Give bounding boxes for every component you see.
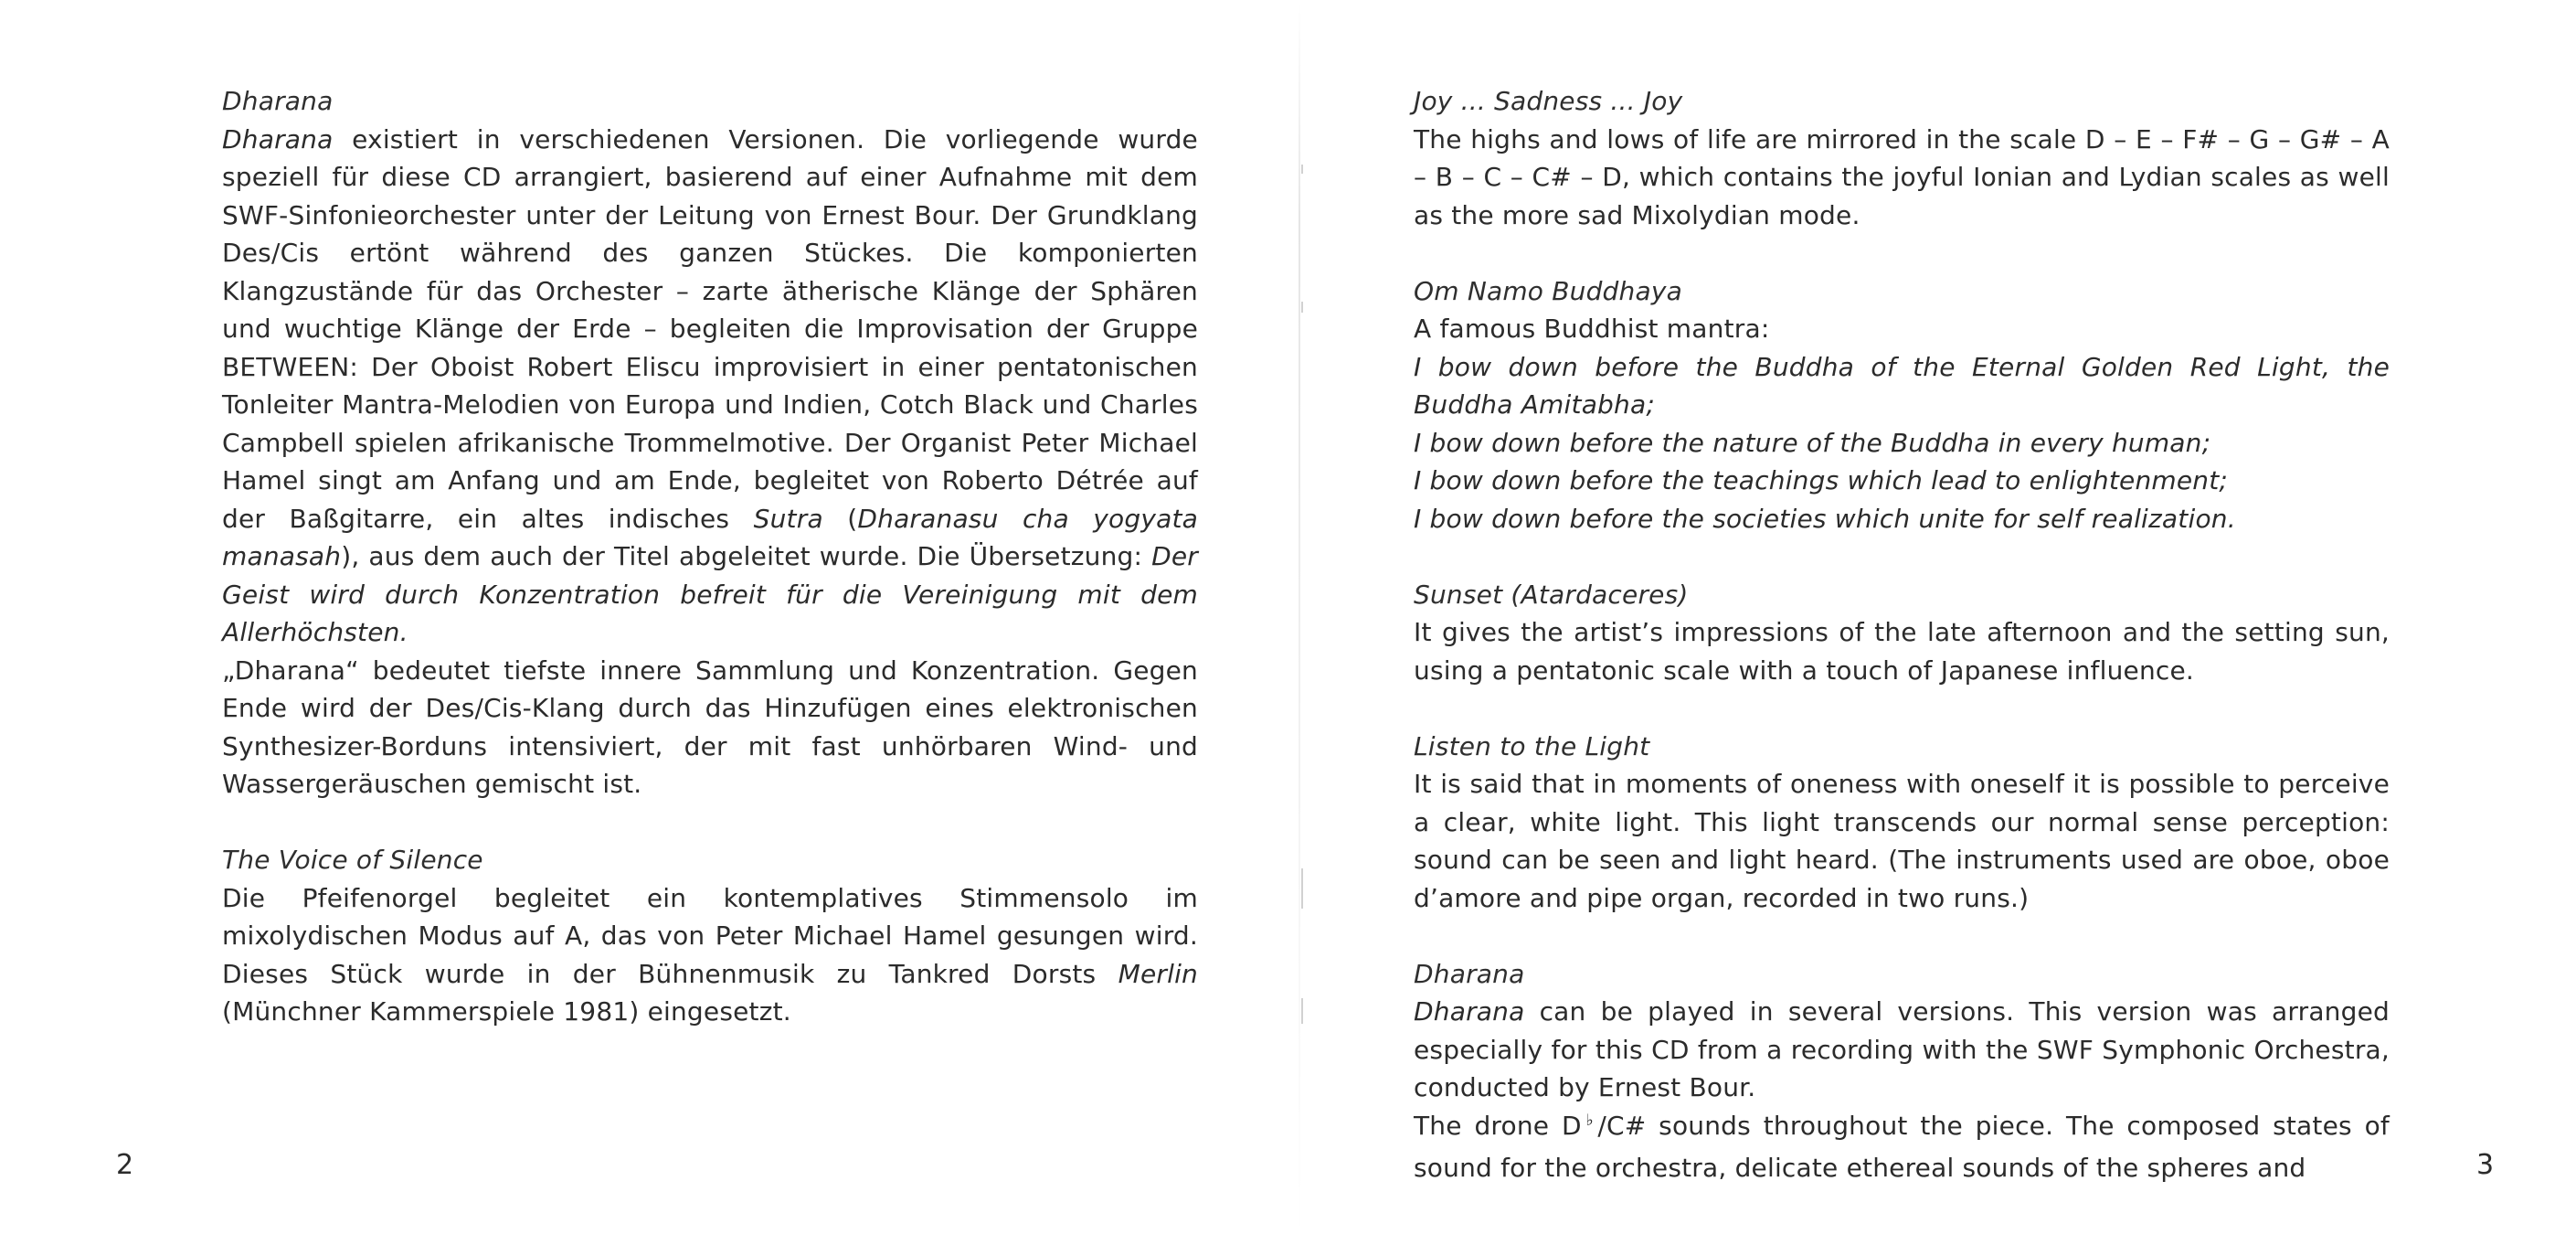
mantra-line: I bow down before the nature of the Buddha in every human; (1414, 427, 2211, 458)
mantra-line: I bow down before the Buddha of the Eternal Golden Red Light, the Buddha Amitabha; (1414, 351, 2390, 420)
paragraph: It gives the artist’s impressions of the late afternoon and the setting sun, using a pentatonic scale with a touch of Japanese influence. (1414, 617, 2390, 686)
left-page-text (222, 82, 1198, 1031)
section-title: Joy ... Sadness ... Joy (1414, 86, 1683, 116)
italic-term: Dharana (1414, 996, 1525, 1027)
paragraph-text: /C# sounds throughout the piece. The composed states of sound for the orchestra, delicate ethereal sounds of the spheres and (1414, 1110, 2390, 1183)
mantra-line: I bow down before the societies which unite for self realization. (1414, 503, 2236, 534)
page-gutter (1299, 0, 1300, 1245)
paragraph (222, 879, 1198, 1031)
paragraph (222, 121, 1198, 652)
paragraph: „Dharana“ bedeutet tiefste innere Sammlung und Konzentration. Gegen Ende wird der Des/Cis-Klang durch das Hinzufügen eines elektronischen Synthesizer-Borduns intensiviert, der mit fast unhörbaren Wind- und Wassergeräuschen gemischt ist. (222, 654, 1198, 799)
italic-term: Merlin (1118, 958, 1198, 989)
section-title: Om Namo Buddhaya (1414, 275, 1682, 306)
paragraph-text: Die Pfeifenorgel begleitet ein kontemplatives Stimmensolo im mixolydischen Modus auf A, das von Peter Michael Hamel gesungen wird. Dieses Stück wurde in der Bühnenmusik zu Tankred Dorsts (222, 882, 1198, 989)
section-title: Dharana (1414, 958, 1525, 989)
gutter-mark (1301, 868, 1303, 909)
paragraph (1414, 993, 2390, 1107)
paragraph-text: The drone D (1414, 1110, 1582, 1141)
section-title: Listen to the Light (1414, 730, 1650, 761)
section-sunset (1414, 576, 2390, 690)
paragraph: It is said that in moments of oneness with oneself it is possible to perceive a clear, white light. This light transcends our normal sense perception: sound can be seen and light heard. (The instruments used are oboe, oboe d’amore and pipe organ, recorded in two runs.) (1414, 769, 2390, 913)
section-dharana-en (1414, 955, 2390, 1187)
section-title: Dharana (222, 86, 334, 116)
section-joy-sadness-joy (1414, 82, 2390, 234)
section-listen-to-the-light (1414, 728, 2390, 918)
mantra-line: I bow down before the teachings which lead to enlightenment; (1414, 465, 2229, 495)
section-dharana-de (222, 82, 1198, 803)
gutter-mark (1301, 165, 1303, 174)
page-number-right: 3 (2476, 1149, 2495, 1181)
section-voice-of-silence (222, 841, 1198, 1031)
italic-term: Dharana (222, 123, 334, 154)
paragraph-text: ( (822, 503, 858, 534)
section-title: The Voice of Silence (222, 845, 483, 875)
right-page-text (1414, 82, 2390, 1187)
section-om-namo-buddhaya (1414, 272, 2390, 538)
section-title: Sunset (Atardaceres) (1414, 579, 1689, 610)
page-number-left: 2 (116, 1149, 134, 1181)
flat-sign: ♭ (1581, 1111, 1598, 1130)
italic-translation: Der Geist wird durch Konzentration befreit für die Vereinigung mit dem Allerhöchsten. (222, 541, 1198, 647)
gutter-mark (1301, 302, 1303, 313)
paragraph (1414, 1107, 2390, 1187)
paragraph: The highs and lows of life are mirrored in the scale D – E – F# – G – G# – A – B – C – C# – D, which contains the joyful Ionian and Lydian scales as well as the more sad Mixolydian mode. (1414, 123, 2390, 230)
paragraph-text: (Münchner Kammerspiele 1981) eingesetzt. (222, 996, 791, 1027)
paragraph: A famous Buddhist mantra: (1414, 314, 1770, 344)
paragraph-text: can be played in several versions. This version was arranged especially for this CD from a recording with the SWF Symphonic Orchestra, conducted by Ernest Bour. (1414, 996, 2390, 1102)
paragraph-text: existiert in verschiedenen Versionen. Die vorliegende wurde speziell für diese CD arrangiert, basierend auf einer Aufnahme mit dem SWF-Sinfonieorchester unter der Leitung von Ernest Bour. Der Grundklang Des/Cis ertönt während des ganzen Stückes. Die komponierten Klangzustände für das Orchester – zarte ätherische Klänge der Sphären und wuchtige Klänge der Erde – begleiten die Improvisation der Gruppe BETWEEN: Der Oboist Robert Eliscu improvisiert in einer pentatonischen Tonleiter Mantra-Melodien von Europa und Indien, Cotch Black und Charles Campbell spielen afrikanische Trommelmotive. Der Organist Peter Michael Hamel singt am Anfang und am Ende, begleitet von Roberto Détrée auf der Baßgitarre, ein altes indisches (222, 123, 1198, 534)
italic-term: Sutra (753, 503, 823, 534)
italic-term: Dharanasu cha yogyata manasah (222, 503, 1199, 571)
gutter-mark (1301, 998, 1303, 1024)
paragraph-text: ), aus dem auch der Titel abgeleitet wurde. Die Übersetzung: (341, 541, 1152, 571)
